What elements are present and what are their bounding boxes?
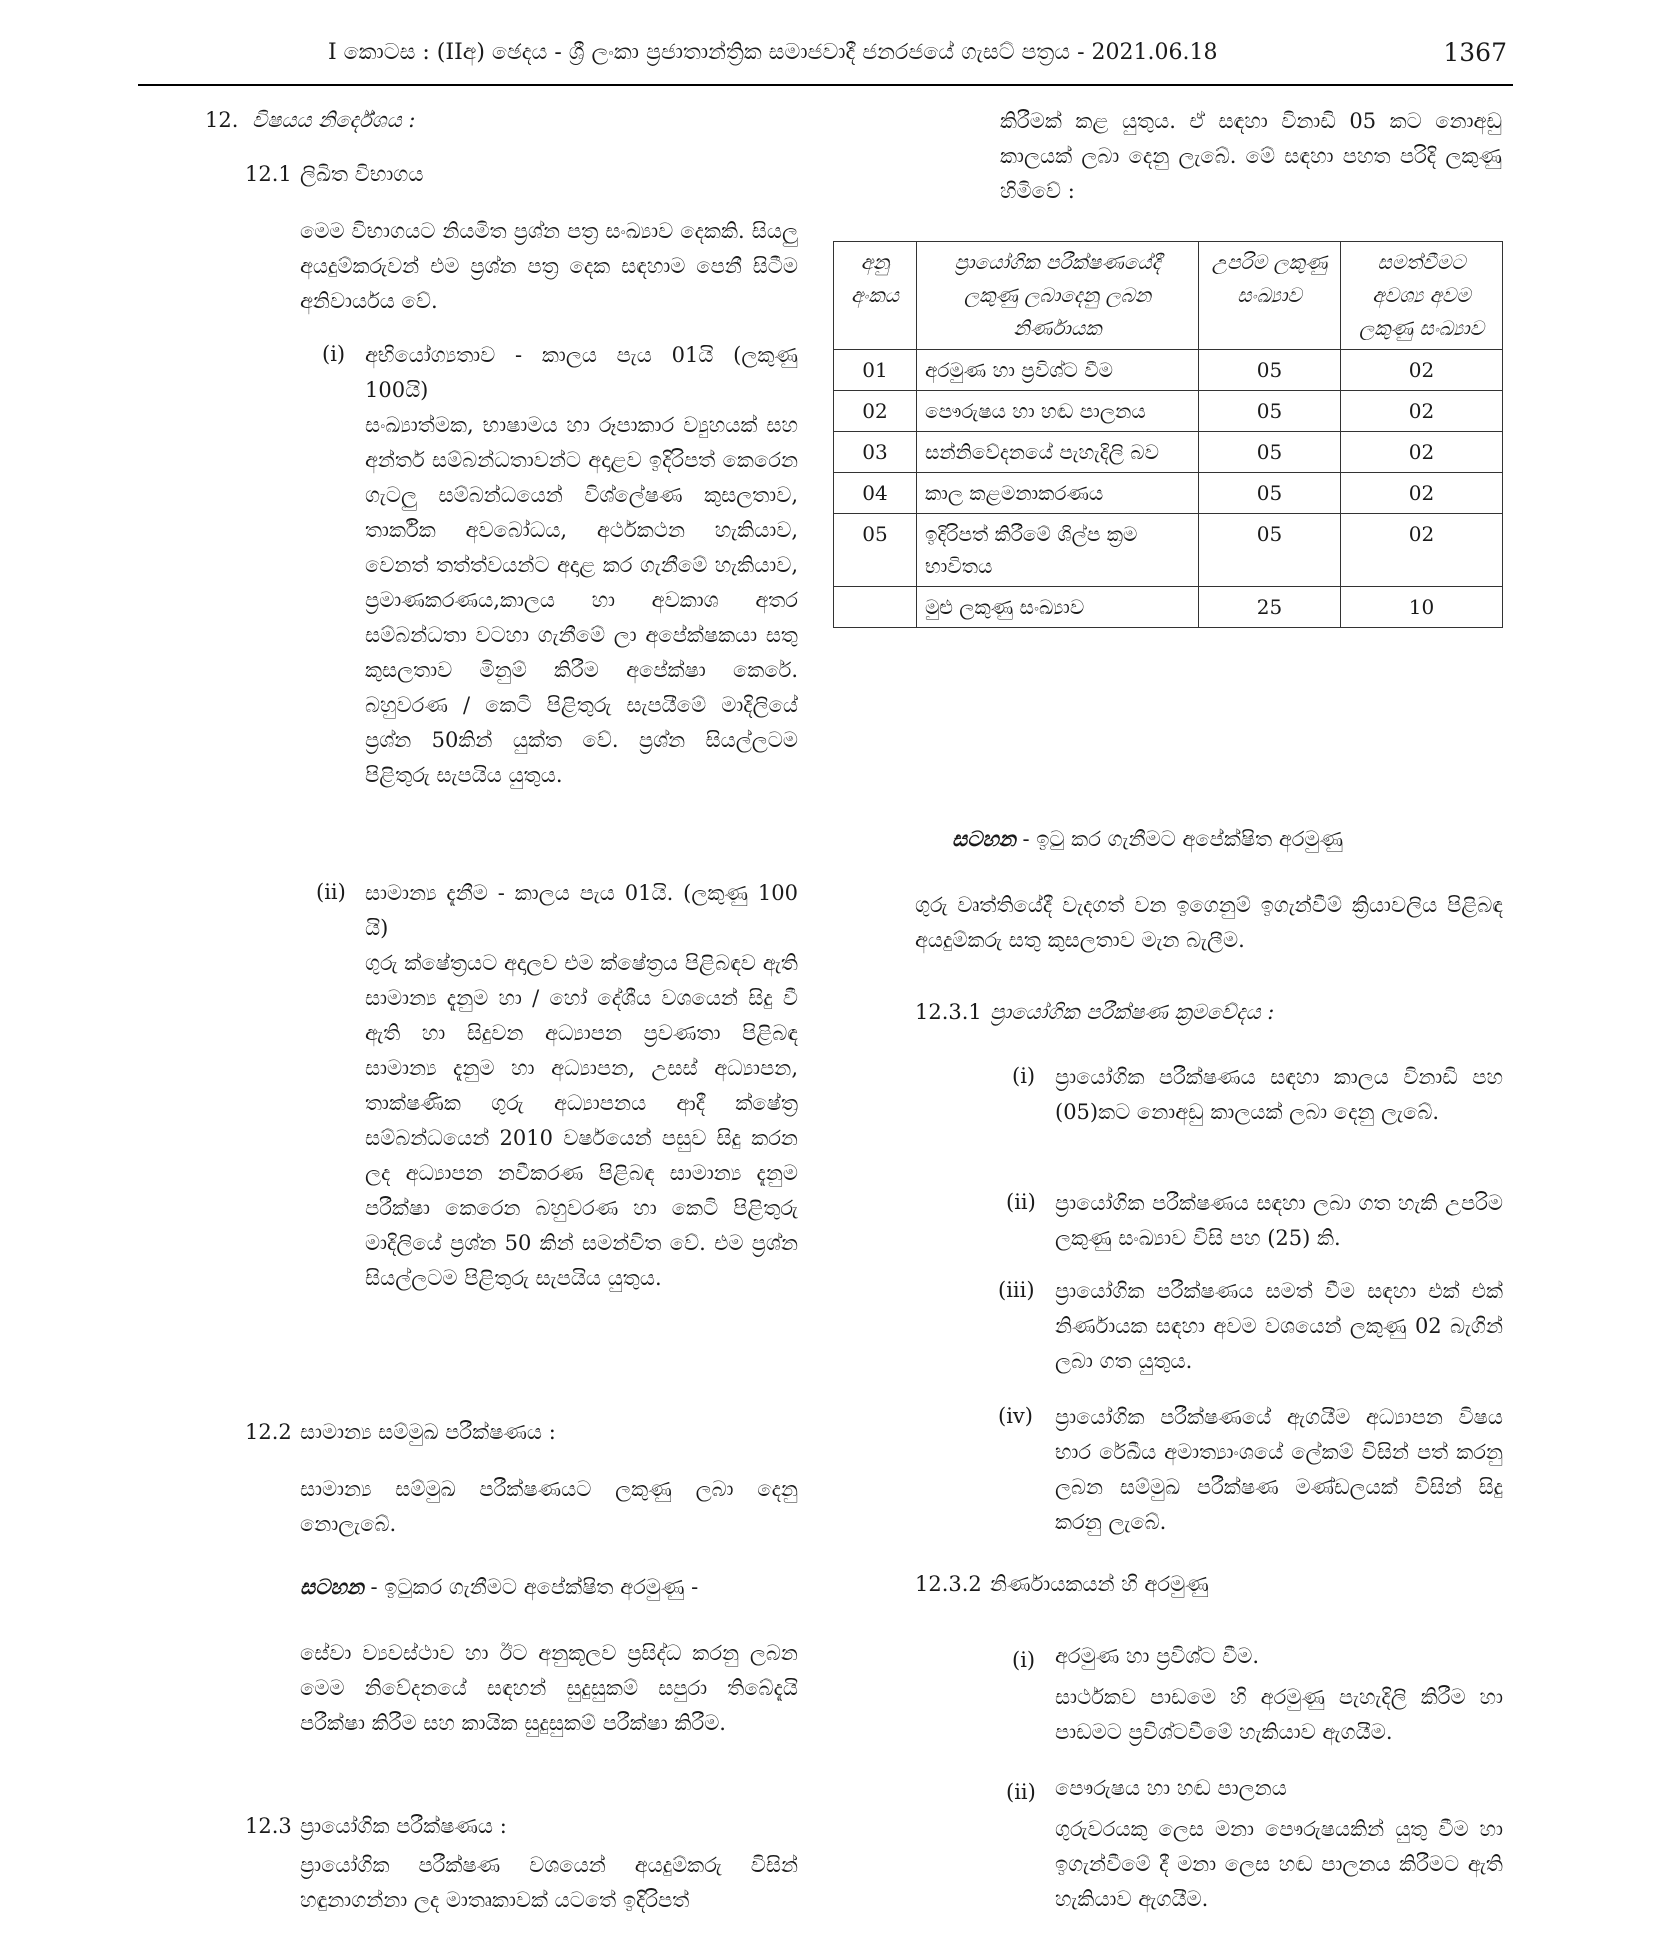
table-header-cell: සමත්වීමට අවශ්‍ය අවම ලකුණු සංඛ්‍යාව	[1341, 242, 1503, 350]
method-item-ii-text: ප්‍රායෝගික පරීක්ෂණය සඳහා ලබා ගත හැකි උපරිම ලකුණු සංඛ්‍යාව විසි පහ (25) කි.	[1055, 1191, 1503, 1250]
method-item-i-text: ප්‍රායෝගික පරීක්ෂණය සඳහා කාලය විනාඩි පහ (05)කට නොඅඩු කාලයක් ලබා දෙනු ලැබේ.	[1055, 1065, 1503, 1124]
table-cell: 04	[834, 473, 917, 514]
objective-item-ii-heading: පෞරුෂය හා හඬ පාලනය	[1055, 1776, 1287, 1800]
table-cell: 01	[834, 350, 917, 391]
note-text: - ඉටුකර ගැනීමට අපේක්ෂිත අරමුණු -	[370, 1575, 699, 1599]
item-i-number: (i)	[322, 342, 346, 366]
page-number: 1367	[1443, 38, 1507, 67]
table-cell: ඉදිරිපත් කිරීමේ ශිල්ප ක්‍රම භාවිතය	[917, 514, 1199, 587]
table-cell	[834, 587, 917, 628]
table-cell: 10	[1341, 587, 1503, 628]
table-cell: 05	[1199, 514, 1341, 587]
table-row	[834, 514, 1503, 587]
method-item-iii-number: (iii)	[998, 1278, 1035, 1302]
section-12-3-title: ප්‍රායෝගික පරීක්ෂණය :	[300, 1814, 507, 1838]
table-cell: 02	[1341, 350, 1503, 391]
table-cell: 05	[1199, 350, 1341, 391]
table-cell: 02	[1341, 432, 1503, 473]
table-cell: 05	[1199, 391, 1341, 432]
method-item-ii-number: (ii)	[1006, 1190, 1036, 1214]
table-row	[834, 473, 1503, 514]
section-12-3-1-title: ප්‍රායෝගික පරීක්ෂණ ක්‍රමවේදය :	[990, 1000, 1275, 1024]
section-12-2-title: සාමාන්‍ය සම්මුඛ පරීක්ෂණය :	[300, 1420, 556, 1444]
section-12-3-1-number: 12.3.1	[915, 1000, 982, 1024]
section-12-1-number: 12.1	[245, 162, 292, 186]
table-cell: 05	[834, 514, 917, 587]
item-i-heading: අභියෝග්‍යතාව - කාලය පැය 01යි (ලකුණු 100යි)	[365, 343, 798, 402]
method-item-iii-text: ප්‍රායෝගික පරීක්ෂණය සමත් වීම සඳහා එක් එක් නිර්ණායක සඳහා අවම වශයෙන් ලකුණු 02 බැගින් ලබා ගත යුතුය.	[1055, 1279, 1503, 1373]
objective-item-i-heading: අරමුණ හා ප්‍රවිශ්ට වීම.	[1055, 1644, 1260, 1668]
objective-item-i-number: (i)	[1012, 1648, 1036, 1672]
objective-item-ii-text: ගුරුවරයකු ලෙස මනා පෞරුෂයකින් යුතු වීම හා ඉගැන්වීමේ දී මනා ලෙස හඬ පාලනය කිරීමට ඇති හැකියාව ඇගයීම.	[1055, 1817, 1503, 1911]
table-cell: 02	[1341, 514, 1503, 587]
table-row	[834, 350, 1503, 391]
objective-item-ii-number: (ii)	[1006, 1780, 1036, 1804]
method-item-iv-text: ප්‍රායෝගික පරීක්ෂණයේ ඇගයීම අධ්‍යාපන විෂය භාර රේඛීය අමාත්‍යාංශයේ ලේකම් විසින් පත් කරනු ලබන සම්මුඛ පරීක්ෂණ මණ්ඩලයක් විසින් සිදු කරනු ලැබේ.	[1055, 1405, 1503, 1534]
table-note	[952, 826, 1343, 852]
note-text: - ඉටු කර ගැනීමට අපේක්ෂිත අරමුණු	[1022, 827, 1344, 851]
table-cell: 02	[1341, 391, 1503, 432]
table-row	[834, 391, 1503, 432]
method-item-iv-number: (iv)	[998, 1404, 1033, 1428]
section-12-1-title: ලිඛිත විභාගය	[300, 162, 424, 186]
section-12-2-note	[300, 1574, 698, 1600]
header-rule	[138, 84, 1513, 86]
section-12-2-number: 12.2	[245, 1420, 292, 1444]
table-header-cell: උපරිම ලකුණු සංඛ්‍යාව	[1199, 242, 1341, 350]
table-row	[834, 432, 1503, 473]
section-12-2-body: සාමාන්‍ය සම්මුඛ පරීක්ෂණයට ලකුණු ලබා දෙනු නොලැබේ.	[300, 1477, 798, 1536]
section-12-3-2-title: නිර්ණායකයන් හි අරමුණු	[990, 1572, 1209, 1596]
table-note-body: ගුරු වෘත්තියේදී වැදගත් වන ඉගෙනුම් ඉගැන්වීම් ක්‍රියාවලිය පිළිබඳ අයදුම්කරු සතු කුසලතාව මැන බැලීම.	[915, 893, 1503, 952]
table-cell: 05	[1199, 432, 1341, 473]
note-label: සටහන	[952, 826, 1016, 851]
item-i-body: සංඛ්‍යාත්මක, භාෂාමය හා රූපාකාර ව්‍යුහයක් සහ අන්තර් සම්බන්ධතාවන්ට අදාළව ඉදිරිපත් කෙරෙන ගැටලු සම්බන්ධයෙන් විශ්ලේෂණ කුසලතාව, තාර්කික අවබෝධය, අර්ථකථන හැකියාව, වෙනත් තත්ත්වයන්ට අදාළ කර ගැනීමේ හැකියාව, ප්‍රමාණකරණය,කාලය හා අවකාශ අතර සම්බන්ධතා වටහා ගැනීමේ ලා අපේක්ෂකයා සතු කුසලතාව මිනුම් කිරීම අපේක්ෂා කෙරේ. බහුවරණ / කෙටි පිළිතුරු සැපයීමේ මාදිලියේ ප්‍රශ්න 50කින් යුක්ත වේ. ප්‍රශ්න සියල්ලටම පිළිතුරු සැපයිය යුතුය.	[365, 413, 798, 787]
table-header-row	[834, 242, 1503, 350]
method-item-i-number: (i)	[1012, 1064, 1036, 1088]
table-cell: 02	[834, 391, 917, 432]
table-cell: අරමුණ හා ප්‍රවිශ්ට වීම	[917, 350, 1199, 391]
table-cell: කාල කළමනාකරණය	[917, 473, 1199, 514]
table-cell: මුළු ලකුණු සංඛ්‍යාව	[917, 587, 1199, 628]
note-label: සටහන	[300, 1574, 364, 1599]
section-12-number: 12.	[205, 108, 239, 132]
section-12-title: විෂයය නිර්දේශය :	[252, 108, 416, 132]
table-cell: සන්නිවේදනයේ පැහැදිලි බව	[917, 432, 1199, 473]
section-12-3-2-number: 12.3.2	[915, 1572, 982, 1596]
gazette-header-title: I කොටස : (IIඅ) ඡෙදය - ශ්‍රී ලංකා ප්‍රජාතාන්ත්‍රික සමාජවාදී ජනරජයේ ගැසට් පත්‍රය - 2021.06.18	[328, 40, 1218, 65]
criteria-table	[833, 241, 1503, 628]
table-cell: 25	[1199, 587, 1341, 628]
table-cell: 02	[1341, 473, 1503, 514]
section-12-3-body: ප්‍රායෝගික පරීක්ෂණ වශයෙන් අයදුම්කරු විසින් හඳුනාගන්නා ලද මාතෘකාවක් යටතේ ඉදිරිපත්	[300, 1853, 798, 1912]
table-cell: 03	[834, 432, 917, 473]
section-12-3-number: 12.3	[245, 1814, 292, 1838]
objective-item-i-text: සාර්ථකව පාඩමෙ හි අරමුණු පැහැදිලි කිරීම හා පාඩමට ප්‍රවිශ්ටවීමේ හැකියාව ඇගයීම.	[1055, 1685, 1503, 1744]
item-ii-body: ගුරු ක්ෂේත්‍රයට අදාලව එම ක්ෂේත්‍රය පිළිබඳව ඇති සාමාන්‍ය දැනුම හා / හෝ දේශීය වශයෙන් සිදු වී ඇති හා සිදුවන අධ්‍යාපන ප්‍රවණතා පිළිබඳ සාමාන්‍ය දැනුම හා අධ්‍යාපන, උසස් අධ්‍යාපන, තාක්ෂණික ගුරු අධ්‍යාපනය ආදී ක්ෂේත්‍ර සම්බන්ධයෙන් 2010 වර්ෂයෙන් පසුව සිදු කරන ලද අධ්‍යාපන නවීකරණ පිළිබඳ සාමාන්‍ය දැනුම පරීක්ෂා කෙරෙන බහුවරණ හා කෙටි පිළිතුරු මාදිලියේ ප්‍රශ්න 50 කින් සමන්විත වේ. එම ප්‍රශ්න සියල්ලටම පිළිතුරු සැපයිය යුතුය.	[365, 951, 798, 1290]
section-12-1-body: මෙම විභාගයට නියමිත ප්‍රශ්න පත්‍ර සංඛ්‍යාව දෙකකි. සියලු අයදුම්කරුවන් එම ප්‍රශ්න පත්‍ර දෙක සඳහාම පෙනී සිටීම අනිවාර්යය වේ.	[300, 219, 798, 313]
section-12-2-note-body: සේවා ව්‍යවස්ථාව හා ඊට අනුකූලව ප්‍රසිද්ධ කරනු ලබන මෙම නිවේදනයේ සඳහන් සුදුසුකම් සපුරා තිබේදැයි පරීක්ෂා කිරීම සහ කායික සුදුසුකම් පරීක්ෂා කිරීම.	[300, 1641, 798, 1735]
item-ii-number: (ii)	[316, 880, 346, 904]
item-ii-heading: සාමාන්‍ය දැනීම - කාලය පැය 01යි. (ලකුණු 100 යි)	[365, 881, 798, 940]
table-total-row	[834, 587, 1503, 628]
table-cell: 05	[1199, 473, 1341, 514]
table-header-cell: ප්‍රායෝගික පරීක්ෂණයේදී ලකුණු ලබාදෙනු ලබන නිර්ණායක	[917, 242, 1199, 350]
page-header	[138, 40, 1513, 84]
table-cell: පෞරුෂය හා හඬ පාලනය	[917, 391, 1199, 432]
continued-body: කිරීමක් කළ යුතුය. ඒ සඳහා විනාඩි 05 කට නොඅඩු කාලයක් ලබා දෙනු ලැබේ. මේ සඳහා පහත පරිදි ලකුණු හිමිවේ :	[1000, 109, 1502, 203]
table-header-cell: අනු අංකය	[834, 242, 917, 350]
